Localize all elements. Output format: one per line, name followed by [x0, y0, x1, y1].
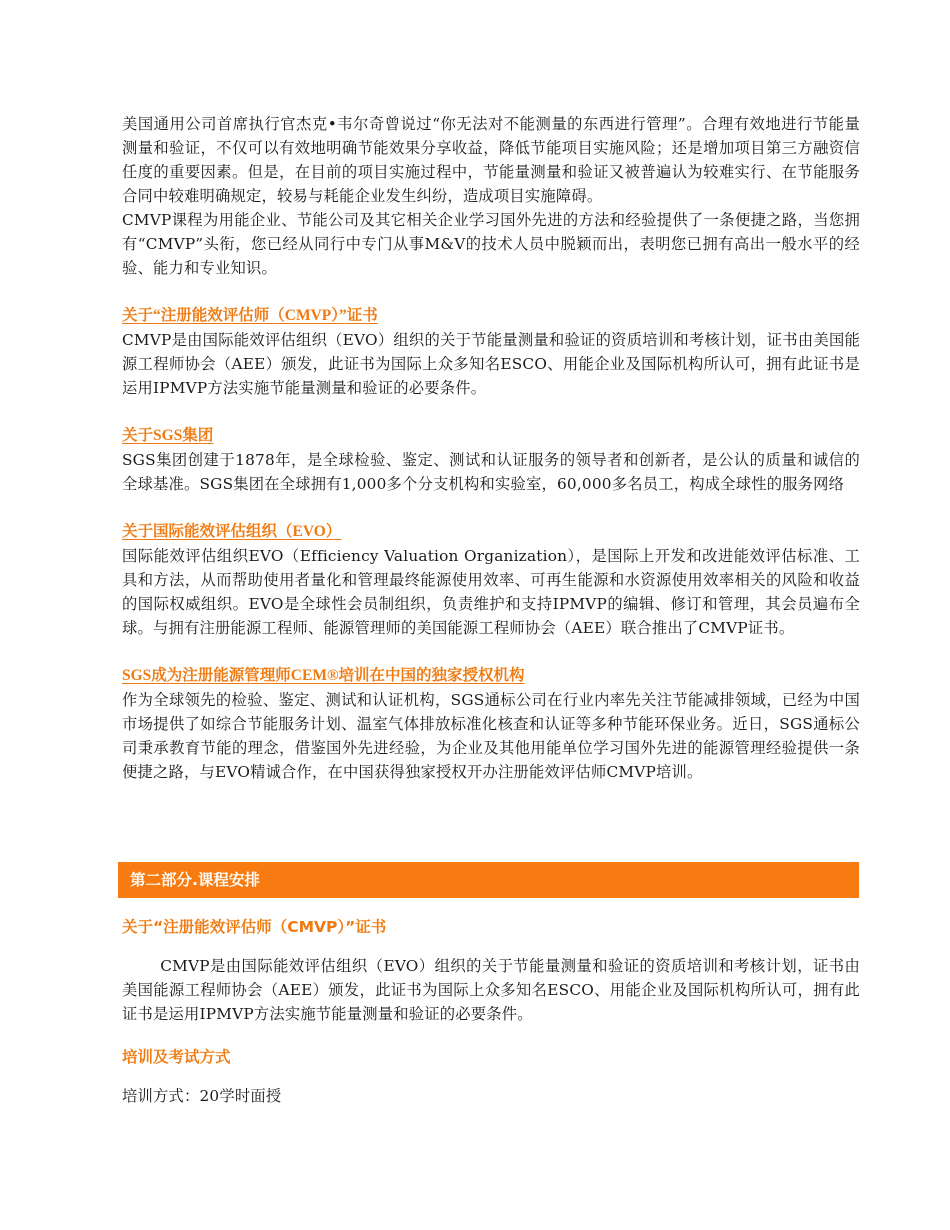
- part-two-content: [122, 912, 860, 1108]
- section-title-sgs-cem-authorization: SGS成为注册能源管理师CEM®培训在中国的独家授权机构: [122, 667, 525, 684]
- section-body-sgs-cem-authorization: 作为全球领先的检验、鉴定、测试和认证机构，SGS通标公司在行业内率先关注节能减排领域，已经为中国市场提供了如综合节能服务计划、温室气体排放标准化核查和认证等多种节能环保业务。近日，SGS通标公司秉承教育节能的理念，借鉴国外先进经验，为企业及其他用能单位学习国外先进的能源管理经验提供一条便捷之路，与EVO精诚合作，在中国获得独家授权开办注册能效评估师CMVP培训。: [122, 691, 860, 781]
- part-two-training-title: 培训及考试方式: [122, 1048, 231, 1066]
- part-two-banner: 第二部分.课程安排: [118, 862, 859, 898]
- section-body-evo: 国际能效评估组织EVO（Efficiency Valuation Organization），是国际上开发和改进能效评估标准、工具和方法，从而帮助使用者量化和管理最终能源使用效率、可再生能源和水资源使用效率相关的风险和收益的国际权威组织。EVO是全球性会员制组织，负责维护和支持IPMVP的编辑、修订和管理，其会员遍布全球。与拥有注册能源工程师、能源管理师的美国能源工程师协会（AEE）联合推出了CMVP证书。: [122, 547, 860, 637]
- section-title-cmvp-certificate: 关于“注册能效评估师（CMVP）”证书: [122, 307, 378, 324]
- section-body-cmvp-certificate: CMVP是由国际能效评估组织（EVO）组织的关于节能量测量和验证的资质培训和考核计划，证书由美国能源工程师协会（AEE）颁发，此证书为国际上众多知名ESCO、用能企业及国际机构所认可，拥有此证书是运用IPMVP方法实施节能量测量和验证的必要条件。: [122, 331, 860, 397]
- section-title-evo: 关于国际能效评估组织（EVO）: [122, 523, 342, 540]
- intro-paragraph-2: CMVP课程为用能企业、节能公司及其它相关企业学习国外先进的方法和经验提供了一条便捷之路，当您拥有“CMVP”头衔，您已经从同行中专门从事M&V的技术人员中脱颖而出，表明您已拥有高出一般水平的经验、能力和专业知识。: [122, 211, 860, 277]
- intro-paragraph-1: 美国通用公司首席执行官杰克•韦尔奇曾说过“你无法对不能测量的东西进行管理”。合理有效地进行节能量测量和验证，不仅可以有效地明确节能效果分享收益，降低节能项目实施风险；还是增加项目第三方融资信任度的重要因素。但是，在目前的项目实施过程中，节能量测量和验证又被普遍认为较难实行、在节能服务合同中较难明确规定，较易与耗能企业发生纠纷，造成项目实施障碍。: [122, 115, 860, 205]
- part-two-training-line: 培训方式：20学时面授: [122, 1087, 282, 1105]
- section-title-sgs-group: 关于SGS集团: [122, 427, 214, 444]
- part-two-cert-title: 关于“注册能效评估师（CMVP）”证书: [122, 918, 387, 936]
- document-body: [122, 112, 860, 784]
- section-body-sgs-group: SGS集团创建于1878年，是全球检验、鉴定、测试和认证服务的领导者和创新者，是公认的质量和诚信的全球基准。SGS集团在全球拥有1,000多个分支机构和实验室，60,000多名员工，构成全球性的服务网络: [122, 451, 860, 493]
- part-two-cert-body: CMVP是由国际能效评估组织（EVO）组织的关于节能量测量和验证的资质培训和考核计划，证书由美国能源工程师协会（AEE）颁发，此证书为国际上众多知名ESCO、用能企业及国际机构所认可，拥有此证书是运用IPMVP方法实施节能量测量和验证的必要条件。: [122, 957, 860, 1023]
